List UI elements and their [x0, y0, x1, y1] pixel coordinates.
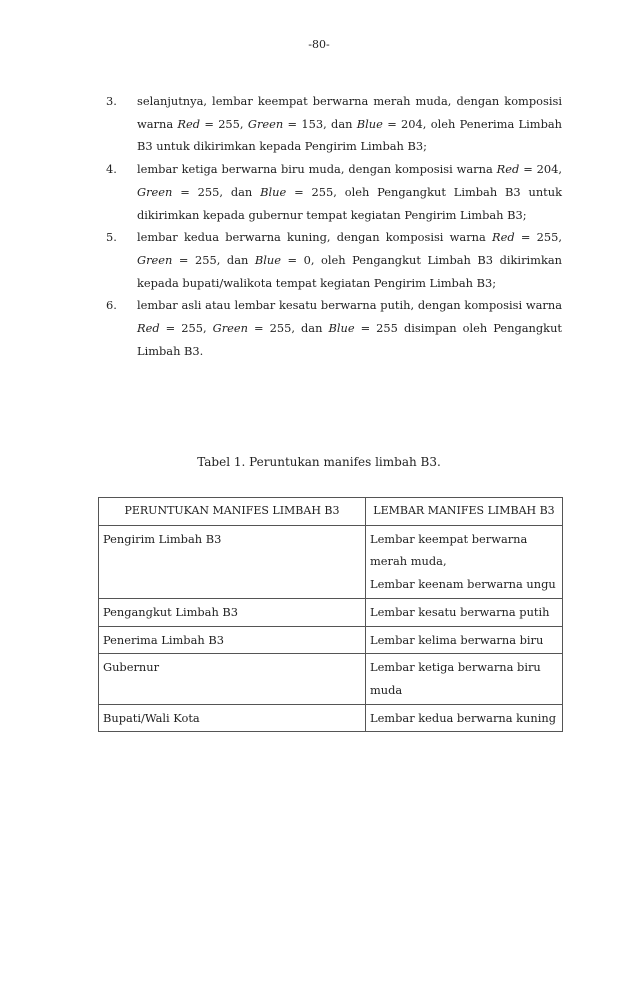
table-row [99, 704, 563, 732]
list-item [106, 90, 562, 158]
list-item-text: lembar asli atau lembar kesatu berwarna putih, dengan komposisi warna Red = 255, Green = 255, dan Blue = 255 disimpan oleh Pengangkut Limbah B3. [137, 298, 562, 358]
table-row [99, 525, 563, 598]
column-header-lembar: LEMBAR MANIFES LIMBAH B3 [366, 498, 563, 526]
list-item-text: lembar ketiga berwarna biru muda, dengan komposisi warna Red = 204, Green = 255, dan Blue = 255, oleh Pengangkut Limbah B3 untuk dikirimkan kepada gubernur tempat kegiatan Pengirim Limbah B3; [137, 162, 563, 222]
list-item-text: lembar kedua berwarna kuning, dengan komposisi warna Red = 255, Green = 255, dan Blue = 0, oleh Pengangkut Limbah B3 dikirimkan kepada bupati/walikota tempat kegiatan Pengirim Limbah B3; [137, 230, 563, 290]
cell-peruntukan: Pengirim Limbah B3 [99, 525, 366, 598]
column-header-peruntukan: PERUNTUKAN MANIFES LIMBAH B3 [99, 498, 366, 526]
cell-lembar-line: Lembar keenam berwarna ungu [370, 577, 556, 592]
table-header-row [99, 498, 563, 526]
list-item-number: 6. [106, 298, 117, 313]
cell-peruntukan: Pengangkut Limbah B3 [99, 598, 366, 626]
numbered-list [106, 90, 562, 362]
list-item [106, 226, 562, 294]
manifest-table [98, 497, 563, 732]
cell-peruntukan: Bupati/Wali Kota [99, 704, 366, 732]
list-item-number: 3. [106, 94, 117, 108]
cell-lembar-line: Lembar ketiga berwarna biru muda [370, 660, 541, 697]
cell-peruntukan: Gubernur [99, 654, 366, 704]
cell-lembar-line: Lembar kedua berwarna kuning [370, 710, 556, 725]
cell-lembar [366, 525, 563, 598]
cell-lembar [366, 654, 563, 704]
cell-peruntukan: Penerima Limbah B3 [99, 626, 366, 654]
cell-lembar [366, 626, 563, 654]
table-row [99, 598, 563, 626]
cell-lembar-line: Lembar kesatu berwarna putih [370, 604, 550, 619]
list-item-text: selanjutnya, lembar keempat berwarna merah muda, dengan komposisi warna Red = 255, Green = 153, dan Blue = 204, oleh Penerima Limbah B3 untuk dikirimkan kepada Pengirim Limbah B3; [137, 94, 562, 154]
cell-lembar-line: Lembar kelima berwarna biru [370, 632, 544, 647]
list-item-number: 4. [106, 162, 117, 177]
cell-lembar [366, 598, 563, 626]
table-row [99, 654, 563, 704]
table-caption: Tabel 1. Peruntukan manifes limbah B3. [197, 455, 441, 469]
list-item [106, 158, 562, 226]
page-number: -80- [308, 38, 330, 51]
cell-lembar-line: Lembar keempat berwarna merah muda, [370, 531, 528, 569]
cell-lembar [366, 704, 563, 732]
table-row [99, 626, 563, 654]
list-item-number: 5. [106, 230, 117, 245]
list-item [106, 294, 562, 362]
